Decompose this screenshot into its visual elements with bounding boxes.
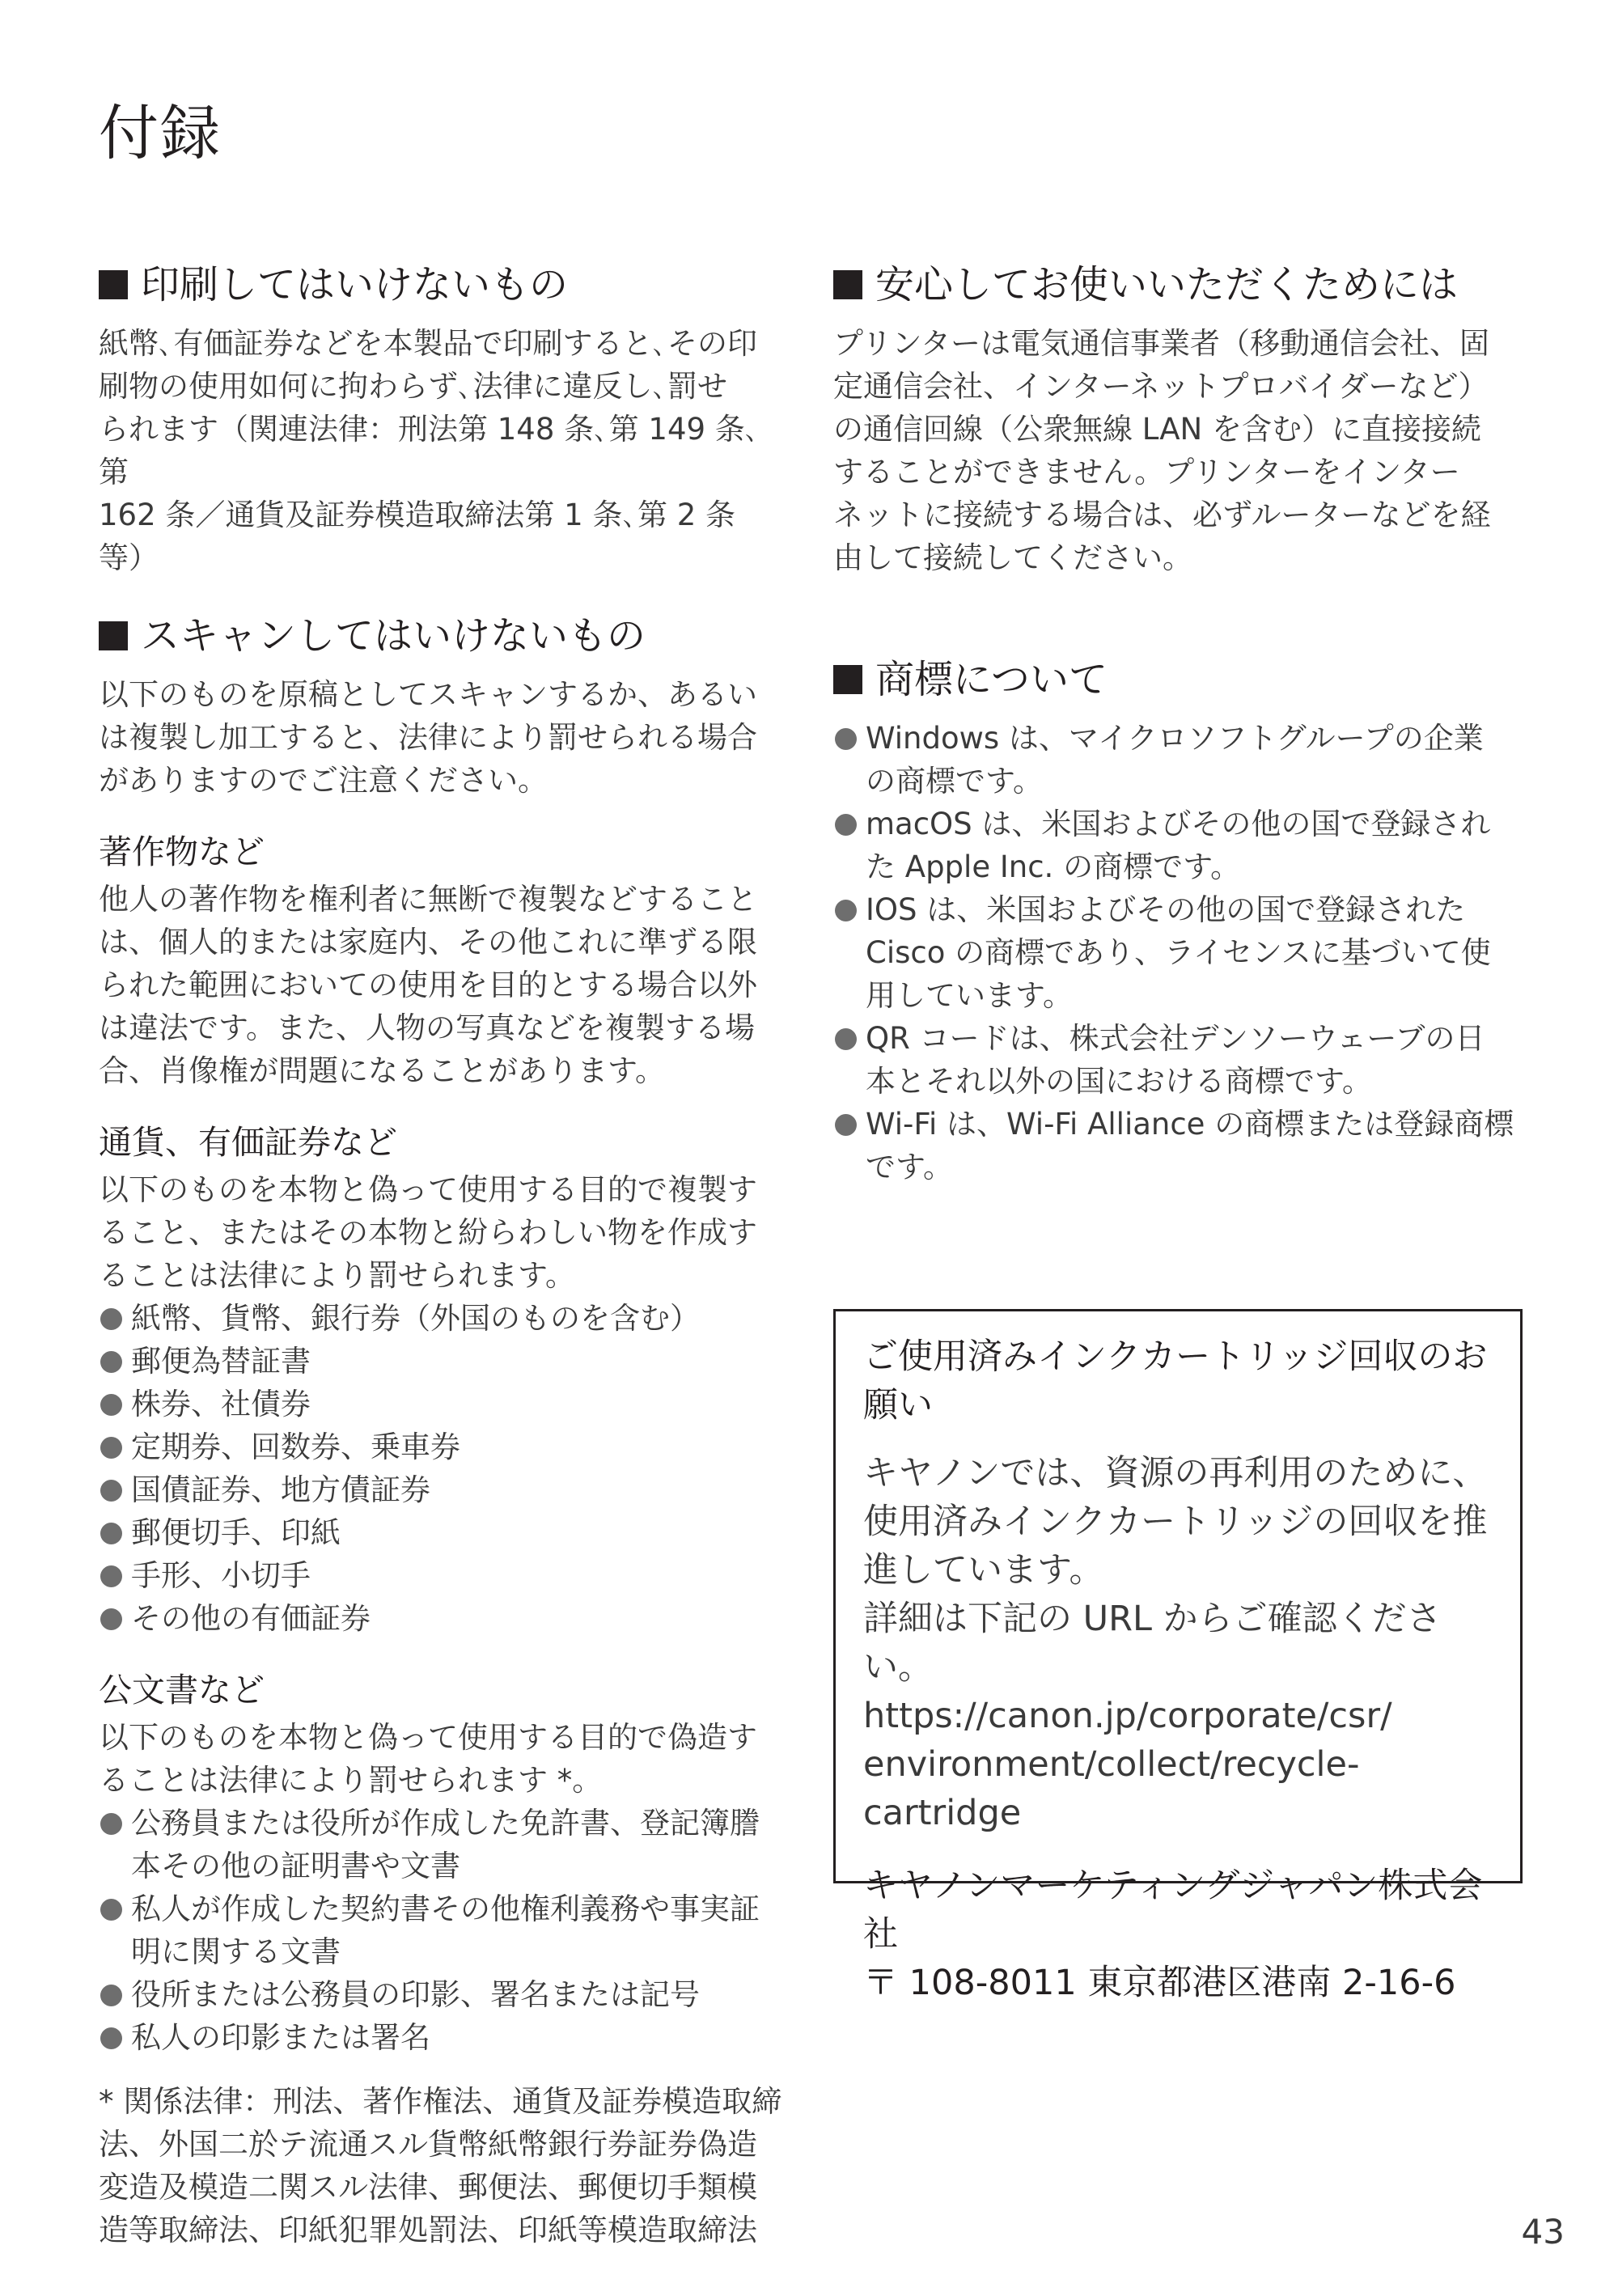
bullet-dot-icon (100, 1394, 122, 1416)
list-item: 郵便切手、印紙 (99, 1511, 786, 1554)
list-item: 定期券、回数券、乗車券 (99, 1425, 786, 1468)
bullet-dot-icon (835, 1114, 857, 1136)
bullet-dot-icon (835, 814, 857, 836)
list-item: 公務員または役所が作成した免許書、登記簿謄 本その他の証明書や文書 (99, 1802, 786, 1887)
official-paragraph: 以下のものを本物と偽って使用する目的で偽造す ることは法律により罰せられます *。 (99, 1720, 757, 1798)
recycle-url-link[interactable]: https://canon.jp/corporate/csr/ environment/collect/recycle-cartridge (863, 1696, 1392, 1833)
list-item: IOS は、米国およびその他の国で登録された Cisco の商標であり、ライセンスに基づいて使 用しています。 (833, 888, 1537, 1017)
bullet-dot-icon (835, 1028, 857, 1050)
trademark-list (833, 717, 1537, 1188)
list-item: 株券、社債券 (99, 1383, 786, 1425)
list-item: その他の有価証券 (99, 1597, 786, 1640)
notice-body: キヤノンでは、資源の再利用のために、 使用済みインクカートリッジの回収を推 進しています。 詳細は下記の URL からご確認ください。 (863, 1453, 1488, 1688)
bullet-dot-icon (100, 1608, 122, 1630)
bullet-dot-icon (100, 1985, 122, 2006)
square-bullet-icon (99, 621, 128, 650)
bullet-dot-icon (100, 1813, 122, 1835)
scan-ng-paragraph: 以下のものを原稿としてスキャンするか、あるい は複製し加工すると、法律により罰せられる場合 がありますのでご注意ください。 (99, 677, 757, 798)
company-info (863, 1862, 1493, 2007)
page-title: 付録 (99, 99, 222, 168)
square-bullet-icon (833, 270, 862, 299)
bullet-dot-icon (100, 1308, 122, 1330)
notice-title: ご使用済みインクカートリッジ回収のお 願い (863, 1337, 1488, 1425)
section-heading-trademarks: 商標について (833, 654, 1537, 705)
company-address: 〒 108-8011 東京都港区港南 2-16-6 (863, 1963, 1456, 2003)
cartridge-recycling-notice-box (833, 1309, 1523, 2003)
page-number: 43 (1521, 2212, 1565, 2252)
subheading-copyright: 著作物など (99, 832, 265, 871)
section-heading-safety: 安心してお使いいただくためには (833, 259, 1537, 311)
left-column (99, 259, 786, 2252)
bullet-dot-icon (100, 1480, 122, 1502)
list-item: 私人の印影または署名 (99, 2016, 786, 2059)
safety-paragraph: プリンターは電気通信事業者（移動通信会社、固 定通信会社、インターネットプロバイダーなど） の通信回線（公衆無線 LAN を含む）に直接接続 することができません。プリンターをインター ネットに接続する場合は、必ずルーターなどを経 由して接続してください。 (833, 326, 1491, 575)
bullet-dot-icon (100, 1437, 122, 1459)
list-item: 手形、小切手 (99, 1554, 786, 1597)
bullet-dot-icon (100, 1351, 122, 1373)
company-name: キヤノンマーケティングジャパン株式会社 (863, 1866, 1483, 1955)
list-item: macOS は、米国およびその他の国で登録され た Apple Inc. の商標です。 (833, 803, 1537, 888)
square-bullet-icon (833, 665, 862, 694)
list-item: 紙幣、貨幣、銀行券（外国のものを含む） (99, 1297, 786, 1340)
official-list (99, 1802, 786, 2059)
subheading-currency: 通貨、有価証券など (99, 1123, 397, 1162)
related-laws-footnote: * 関係法律：刑法、著作権法、通貨及証券模造取締 法、外国二於テ流通スル貨幣紙幣銀行券証券偽造 変造及模造二関スル法律、郵便法、郵便切手類模 造等取締法、印紙犯罪処罰法、印紙等模造取締法 (99, 2084, 782, 2247)
square-bullet-icon (99, 270, 128, 299)
list-item: 私人が作成した契約書その他権利義務や事実証 明に関する文書 (99, 1887, 786, 1973)
bullet-dot-icon (835, 728, 857, 750)
bullet-dot-icon (835, 900, 857, 921)
list-item: 郵便為替証書 (99, 1340, 786, 1383)
print-ng-paragraph: 紙幣､有価証券などを本製品で印刷すると､その印 刷物の使用如何に拘わらず､法律に違反し､罰せ られます（関連法律：刑法第 148 条､第 149 条､第 162 条／通貨及証券模造取締法第 1 条､第 2 条 等） (99, 326, 766, 575)
bullet-dot-icon (100, 1523, 122, 1544)
list-item: Wi-Fi は、Wi-Fi Alliance の商標または登録商標 です。 (833, 1103, 1537, 1188)
subheading-official-documents: 公文書など (99, 1671, 265, 1709)
list-item: Windows は、マイクロソフトグループの企業 の商標です。 (833, 717, 1537, 803)
bullet-dot-icon (100, 1899, 122, 1921)
bullet-dot-icon (100, 2027, 122, 2049)
copyright-paragraph: 他人の著作物を権利者に無断で複製などすること は、個人的または家庭内、その他これに準ずる限 られた範囲においての使用を目的とする場合以外 は違法です。また、人物の写真などを複製する場 合、肖像権が問題になることがあります。 (99, 882, 757, 1088)
list-item: 国債証券、地方債証券 (99, 1468, 786, 1511)
bullet-dot-icon (100, 1565, 122, 1587)
section-heading-print-ng: 印刷してはいけないもの (99, 259, 786, 311)
list-item: 役所または公務員の印影、署名または記号 (99, 1973, 786, 2016)
right-column (833, 259, 1537, 1188)
section-heading-scan-ng: スキャンしてはいけないもの (99, 610, 786, 662)
list-item: QR コードは、株式会社デンソーウェーブの日 本とそれ以外の国における商標です。 (833, 1017, 1537, 1103)
currency-paragraph: 以下のものを本物と偽って使用する目的で複製す ること、またはその本物と紛らわしい物を作成す ることは法律により罰せられます。 (99, 1172, 757, 1293)
currency-list (99, 1297, 786, 1640)
